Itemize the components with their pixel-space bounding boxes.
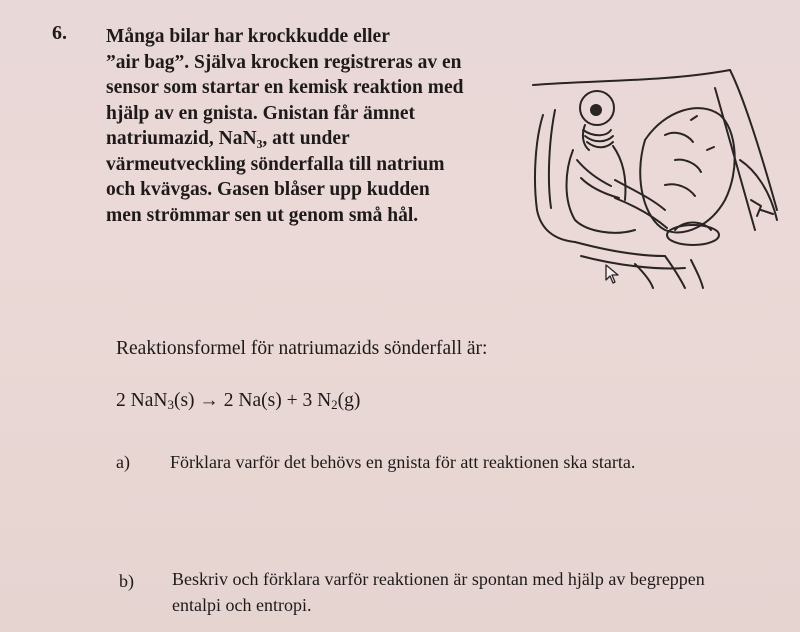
question-intro [106, 24, 506, 228]
intro-line: värmeutveckling sönderfalla till natrium [106, 153, 445, 175]
intro-line: och kvävgas. Gasen blåser upp kudden [106, 179, 430, 200]
part-b-text-line: entalpi och entropi. [172, 595, 312, 615]
intro-line: Många bilar har krockkudde eller [106, 26, 390, 47]
subscript: 2 [331, 397, 338, 412]
intro-line: sensor som startar en kemisk reaktion med [106, 77, 464, 98]
airbag-illustration-icon [515, 60, 787, 290]
subscript: 3 [167, 397, 174, 412]
equation-part: (s) → 2 Na(s) + 3 N [173, 390, 332, 411]
part-b-label: b) [119, 571, 134, 591]
reaction-formula-intro: Reaktionsformel för natriumazids sönderfall är: [116, 338, 488, 359]
intro-line: hjälp av en gnista. Gnistan får ämnet [106, 102, 415, 124]
intro-line: ”air bag”. Själva krocken registreras av en [106, 51, 462, 73]
equation-part: (g) [337, 390, 361, 411]
intro-line: natriumazid, NaN₃, att under [106, 128, 350, 149]
part-a-label: a) [116, 452, 130, 472]
intro-line: men strömmar sen ut genom små hål. [106, 204, 419, 226]
mouse-pointer-icon [604, 264, 620, 284]
reaction-equation [116, 390, 360, 413]
part-b-text-line: Beskriv och förklara varför reaktionen är spontan med hjälp av begreppen [172, 569, 705, 589]
question-number: 6. [52, 22, 67, 44]
part-a-text: Förklara varför det behövs en gnista för att reaktionen ska starta. [170, 452, 636, 472]
equation-part: 2 NaN [116, 390, 168, 411]
